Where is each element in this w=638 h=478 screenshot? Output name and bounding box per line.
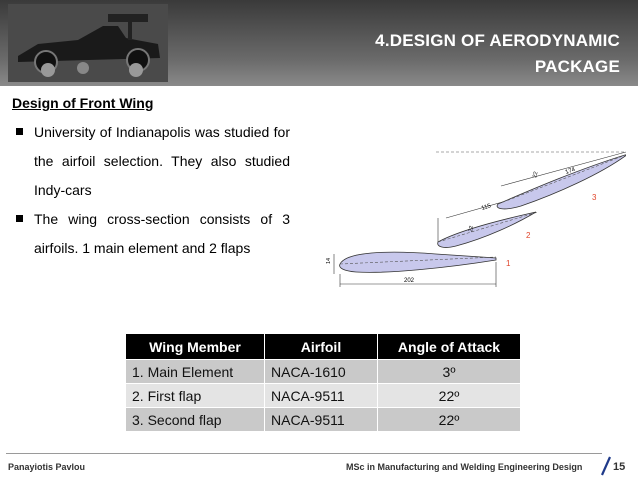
table-header-row (126, 334, 521, 360)
bullet-item (12, 205, 290, 263)
cell-angle: 22º (378, 384, 521, 408)
slide-title-line-1: 4.DESIGN OF AERODYNAMIC (375, 31, 620, 50)
airfoil-label-1: 1 (506, 259, 511, 268)
cell-angle: 3º (378, 360, 521, 384)
second-flap-gap-dimension: 22 (532, 171, 540, 179)
cell-wing-member: 2. First flap (126, 384, 265, 408)
first-flap-gap-dimension: 22 (468, 225, 476, 233)
airfoil-label-3: 3 (592, 193, 597, 202)
second-flap-chord-dimension: 174 (564, 166, 577, 176)
airfoil-label-2: 2 (526, 231, 531, 240)
column-header-wing-member: Wing Member (126, 334, 265, 360)
slide-header (0, 0, 638, 86)
table-row (126, 360, 521, 384)
cell-airfoil: NACA-9511 (265, 408, 378, 432)
page-number: 15 (613, 461, 626, 473)
cell-wing-member: 1. Main Element (126, 360, 265, 384)
bullet-list (12, 118, 290, 263)
wing-cross-section-diagram (326, 146, 626, 291)
footer-author: Panayiotis Pavlou (8, 462, 86, 472)
cell-wing-member: 3. Second flap (126, 408, 265, 432)
column-header-angle-of-attack: Angle of Attack (378, 334, 521, 360)
cell-angle: 22º (378, 408, 521, 432)
column-header-airfoil: Airfoil (265, 334, 378, 360)
slide-title (300, 28, 620, 80)
first-flap-chord-dimension: 115 (480, 203, 492, 212)
race-car-image (8, 4, 168, 82)
footer-divider (6, 453, 602, 454)
table-row (126, 384, 521, 408)
bullet-text: The wing cross-section consists of 3 airfoils. 1 main element and 2 flaps (34, 211, 290, 256)
table-row (126, 408, 521, 432)
bullet-text: University of Indianapolis was studied for the airfoil selection. They also studied Indy-cars (34, 124, 290, 198)
square-bullet-icon (16, 128, 23, 135)
page-slash-icon (599, 456, 613, 476)
square-bullet-icon (16, 215, 23, 222)
bullet-item (12, 118, 290, 205)
airfoil-table (125, 333, 521, 432)
cell-airfoil: NACA-9511 (265, 384, 378, 408)
main-chord-dimension: 202 (404, 278, 415, 284)
section-heading: Design of Front Wing (12, 95, 154, 111)
main-element-airfoil (340, 252, 496, 272)
cell-airfoil: NACA-1610 (265, 360, 378, 384)
main-thickness-dimension: 14 (326, 257, 332, 264)
slide-title-line-2: PACKAGE (534, 57, 620, 76)
footer-program: MSc in Manufacturing and Welding Engineering Design (346, 462, 583, 472)
